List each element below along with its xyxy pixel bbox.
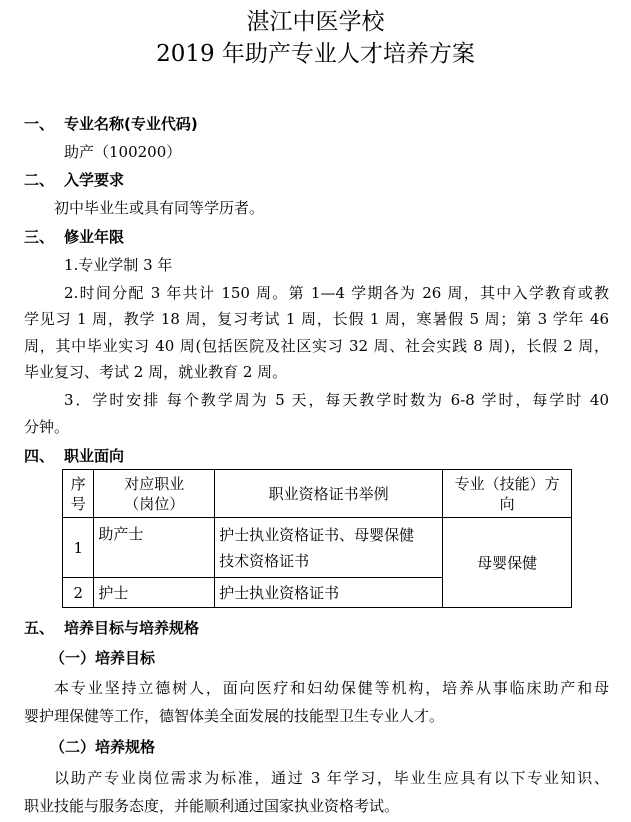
table-row [63, 518, 572, 578]
section-3-heading: 修业年限 [64, 228, 125, 246]
header-certificate: 职业资格证书举例 [215, 470, 443, 518]
row-1-job: 助产士 [94, 518, 215, 578]
section-3-item-3-line-1: 3．学时安排 每个教学周为 5 天，每天教学时数为 6-8 学时，每学时 40 [64, 391, 609, 409]
subsection-1-line-1: 本专业坚持立德树人，面向医疗和妇幼保健等机构，培养从事临床助产和母 [54, 679, 609, 697]
section-3-item-2-line-1: 2.时间分配 3 年共计 150 周。第 1—4 学期各为 26 周，其中入学教育或教 [64, 284, 609, 302]
section-3-item-2-line-4: 毕业复习、考试 2 周，就业教育 2 周。 [24, 363, 288, 381]
subsection-2-line-2: 职业技能与服务态度，并能顺利通过国家执业资格考试。 [24, 797, 400, 815]
row-2-certificate: 护士执业资格证书 [215, 578, 443, 608]
section-2-number: 二、 [24, 171, 55, 189]
section-2-body: 初中毕业生或具有同等学历者。 [54, 199, 265, 217]
section-1-heading: 专业名称(专业代码) [64, 115, 198, 133]
row-1-number: 1 [63, 518, 94, 578]
row-1-certificate: 护士执业资格证书、母婴保健 技术资格证书 [215, 518, 443, 578]
header-direction: 专业（技能）方 向 [443, 470, 572, 518]
section-5-heading: 培养目标与培养规格 [64, 619, 200, 637]
section-4-heading: 职业面向 [64, 447, 125, 465]
section-2-heading: 入学要求 [64, 171, 125, 189]
subsection-1-line-2: 婴护理保健等工作，德智体美全面发展的技能型卫生专业人才。 [24, 707, 445, 725]
school-title: 湛江中医学校 [246, 9, 385, 35]
subsection-2-line-1: 以助产专业岗位需求为标准，通过 3 年学习，毕业生应具有以下专业知识、 [54, 769, 609, 787]
table-header-row [63, 470, 572, 518]
direction-cell: 母婴保健 [443, 518, 572, 608]
section-3-item-2-line-2: 学见习 1 周，教学 18 周，复习考试 1 周，长假 1 周，寒暑假 5 周；第 3 学年 46 [24, 310, 609, 328]
section-4-number: 四、 [24, 447, 55, 465]
section-3-item-2-line-3: 周，其中毕业实习 40 周(包括医院及社区实习 32 周、社会实践 8 周)，长假 2 周， [24, 337, 609, 355]
header-job: 对应职业 （岗位） [94, 470, 215, 518]
occupation-table [62, 469, 572, 608]
subsection-2-heading: （二）培养规格 [50, 738, 156, 756]
row-2-job: 护士 [94, 578, 215, 608]
section-1-body: 助产（100200） [64, 143, 182, 161]
section-5-number: 五、 [24, 619, 55, 637]
header-number: 序 号 [63, 470, 94, 518]
section-3-number: 三、 [24, 228, 55, 246]
section-3-item-3-line-2: 分钟。 [24, 418, 70, 436]
document-title: 2019 年助产专业人才培养方案 [156, 41, 475, 67]
section-1-number: 一、 [24, 115, 55, 133]
subsection-1-heading: （一）培养目标 [50, 649, 156, 667]
section-3-item-1: 1.专业学制 3 年 [64, 256, 173, 274]
row-2-number: 2 [63, 578, 94, 608]
